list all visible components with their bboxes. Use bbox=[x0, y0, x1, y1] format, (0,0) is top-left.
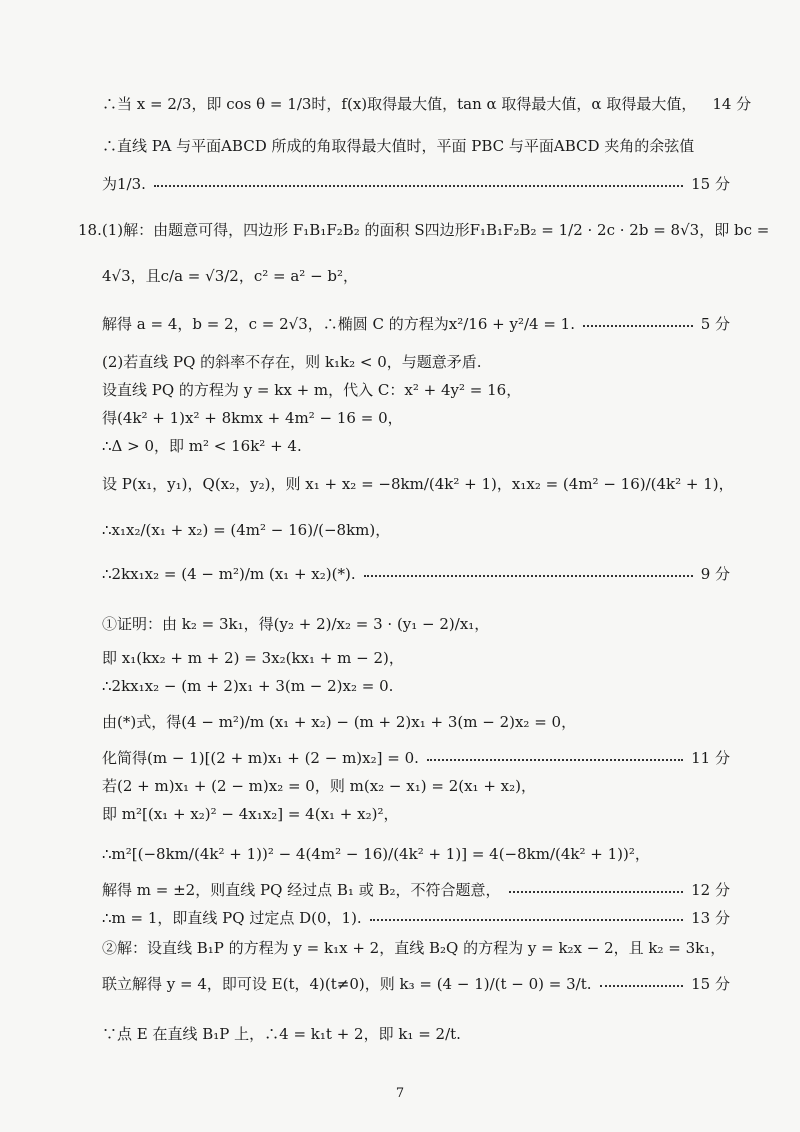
solution-line: 设 P(x₁，y₁)，Q(x₂，y₂)，则 x₁ + x₂ = −8km/(4k² + 1)，x₁x₂ = (4m² − 16)/(4k² + 1)， bbox=[102, 475, 734, 493]
score-label: 12 分 bbox=[691, 881, 730, 899]
solution-line: 若(2 + m)x₁ + (2 − m)x₂ = 0，则 m(x₂ − x₁) = 2(x₁ + x₂)， bbox=[102, 777, 536, 795]
solution-line: 化简得(m − 1)[(2 + m)x₁ + (2 − m)x₂] = 0. 11 分 bbox=[102, 749, 730, 767]
leader-dots bbox=[364, 575, 693, 577]
solution-line: ①证明：由 k₂ = 3k₁，得(y₂ + 2)/x₂ = 3 · (y₁ − 2)/x₁， bbox=[102, 615, 490, 633]
solution-line: 得(4k² + 1)x² + 8kmx + 4m² − 16 = 0， bbox=[102, 409, 403, 427]
leader-dots bbox=[509, 891, 684, 893]
solution-line: ∴x₁x₂/(x₁ + x₂) = (4m² − 16)/(−8km)， bbox=[102, 521, 391, 539]
solution-line: ∴m = 1，即直线 PQ 过定点 D(0，1). 13 分 bbox=[102, 909, 730, 927]
solution-line: ∵点 E 在直线 B₁P 上，∴4 = k₁t + 2，即 k₁ = 2/t. bbox=[102, 1025, 461, 1043]
score-label: 15 分 bbox=[691, 175, 730, 193]
solution-line: 即 x₁(kx₂ + m + 2) = 3x₂(kx₁ + m − 2)， bbox=[102, 649, 404, 667]
solution-line: ∴m²[(−8km/(4k² + 1))² − 4(4m² − 16)/(4k² + 1)] = 4(−8km/(4k² + 1))²， bbox=[102, 845, 650, 863]
page-number: 7 bbox=[395, 1086, 405, 1101]
solution-line: ∴Δ > 0，即 m² < 16k² + 4. bbox=[102, 437, 302, 455]
leader-dots bbox=[154, 185, 683, 187]
score-label: 9 分 bbox=[700, 565, 730, 583]
solution-line: 为1/3. 15 分 bbox=[102, 175, 730, 193]
score-label: 11 分 bbox=[691, 749, 730, 767]
score-label: 14 分 bbox=[712, 95, 752, 113]
solution-line: ∴当 x = 2/3，即 cos θ = 1/3时，f(x)取得最大值，tan α 取得最大值，α 取得最大值， 14 分 bbox=[102, 95, 752, 113]
solution-line: (2)若直线 PQ 的斜率不存在，则 k₁k₂ < 0，与题意矛盾. bbox=[102, 353, 482, 371]
leader-dots bbox=[583, 325, 693, 327]
solution-line: 解得 a = 4，b = 2，c = 2√3，∴椭圆 C 的方程为x²/16 + y²/4 = 1. 5 分 bbox=[102, 315, 730, 333]
solution-line: 解得 m = ±2，则直线 PQ 经过点 B₁ 或 B₂，不符合题意， 12 分 bbox=[102, 881, 730, 899]
score-label: 13 分 bbox=[691, 909, 730, 927]
solution-line: 设直线 PQ 的方程为 y = kx + m，代入 C：x² + 4y² = 16， bbox=[102, 381, 522, 399]
leader-dots bbox=[427, 759, 683, 761]
score-label: 15 分 bbox=[691, 975, 730, 993]
solution-line: ∴2kx₁x₂ − (m + 2)x₁ + 3(m − 2)x₂ = 0. bbox=[102, 677, 394, 695]
solution-line: 由(*)式，得(4 − m²)/m (x₁ + x₂) − (m + 2)x₁ + 3(m − 2)x₂ = 0， bbox=[102, 713, 577, 731]
solution-line: 即 m²[(x₁ + x₂)² − 4x₁x₂] = 4(x₁ + x₂)²， bbox=[102, 805, 399, 823]
solution-line: ∴2kx₁x₂ = (4 − m²)/m (x₁ + x₂)(*). 9 分 bbox=[102, 565, 730, 583]
score-label: 5 分 bbox=[700, 315, 730, 333]
leader-dots bbox=[370, 919, 683, 921]
solution-line: ∴直线 PA 与平面ABCD 所成的角取得最大值时，平面 PBC 与平面ABCD 夹角的余弦值 bbox=[102, 137, 695, 155]
leader-dots bbox=[600, 985, 684, 987]
solution-line: 联立解得 y = 4，即可设 E(t，4)(t≠0)，则 k₃ = (4 − 1)/(t − 0) = 3/t. 15 分 bbox=[102, 975, 730, 993]
problem-18-heading-line: 18.(1)解：由题意可得，四边形 F₁B₁F₂B₂ 的面积 S四边形F₁B₁F₂B₂ = 1/2 · 2c · 2b = 8√3，即 bc = bbox=[78, 221, 770, 239]
solution-line: 4√3，且c/a = √3/2，c² = a² − b²， bbox=[102, 267, 359, 285]
solution-line: ②解：设直线 B₁P 的方程为 y = k₁x + 2，直线 B₂Q 的方程为 y = k₂x − 2，且 k₂ = 3k₁， bbox=[102, 939, 726, 957]
